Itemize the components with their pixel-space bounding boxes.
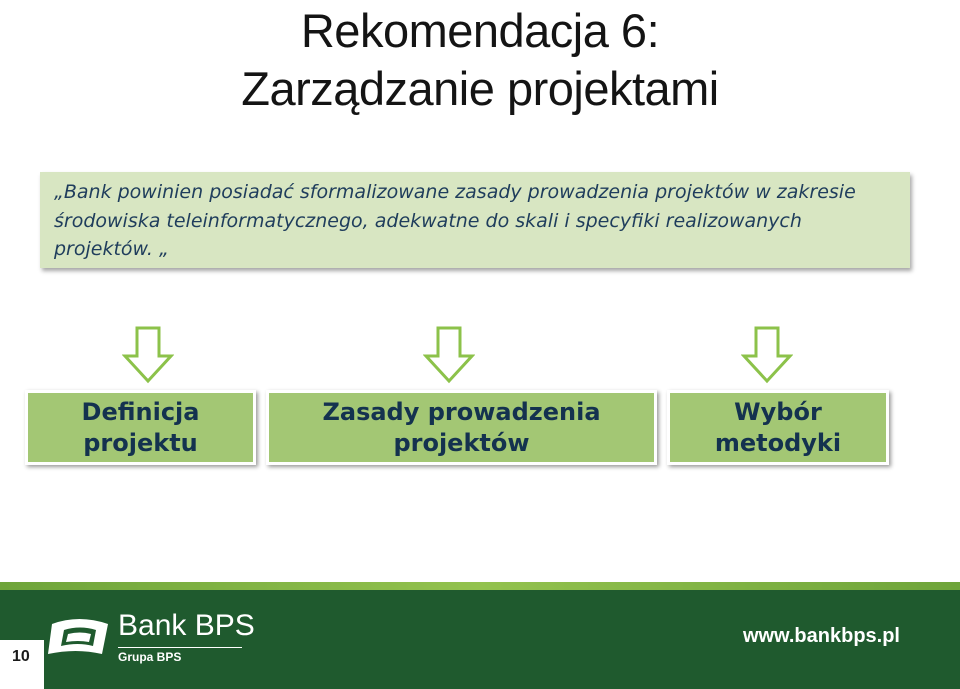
box-label-line-1: Definicja (81, 397, 200, 426)
box-label-line-2: metodyki (714, 428, 842, 457)
box-label-line-1: Zasady prowadzenia (322, 397, 601, 426)
footer-accent-stripe (0, 582, 960, 590)
slide-title (0, 2, 960, 118)
logo-name: Bank BPS (118, 609, 255, 642)
slide-title-line-1: Rekomendacja 6: (300, 4, 660, 57)
footer (0, 590, 960, 689)
website-link[interactable]: www.bankbps.pl (742, 625, 900, 647)
box-project-definition (25, 390, 256, 465)
box-label-line-2: projektów (393, 428, 530, 457)
slide-title-line-2: Zarządzanie projektami (241, 62, 719, 115)
logo-subtitle: Grupa BPS (118, 650, 182, 664)
box-methodology-choice (667, 390, 889, 465)
recommendation-quote-text: „Bank powinien posiadać sformalizowane zasady prowadzenia projektów w zakresie środowiska teleinformatycznego, adekwatne do skali i specyfiki realizowanych projektów. „ (54, 181, 856, 260)
page-number: 10 (0, 640, 44, 689)
box-label-line-1: Wybór (734, 397, 822, 426)
logo-divider (118, 647, 242, 648)
box-project-principles (266, 390, 657, 465)
recommendation-quote-box (40, 172, 910, 268)
down-arrow-icon (423, 326, 475, 384)
down-arrow-icon (122, 326, 174, 384)
down-arrow-icon (741, 326, 793, 384)
bank-bps-logo-icon (46, 610, 112, 660)
box-label-line-2: projektu (83, 428, 198, 457)
